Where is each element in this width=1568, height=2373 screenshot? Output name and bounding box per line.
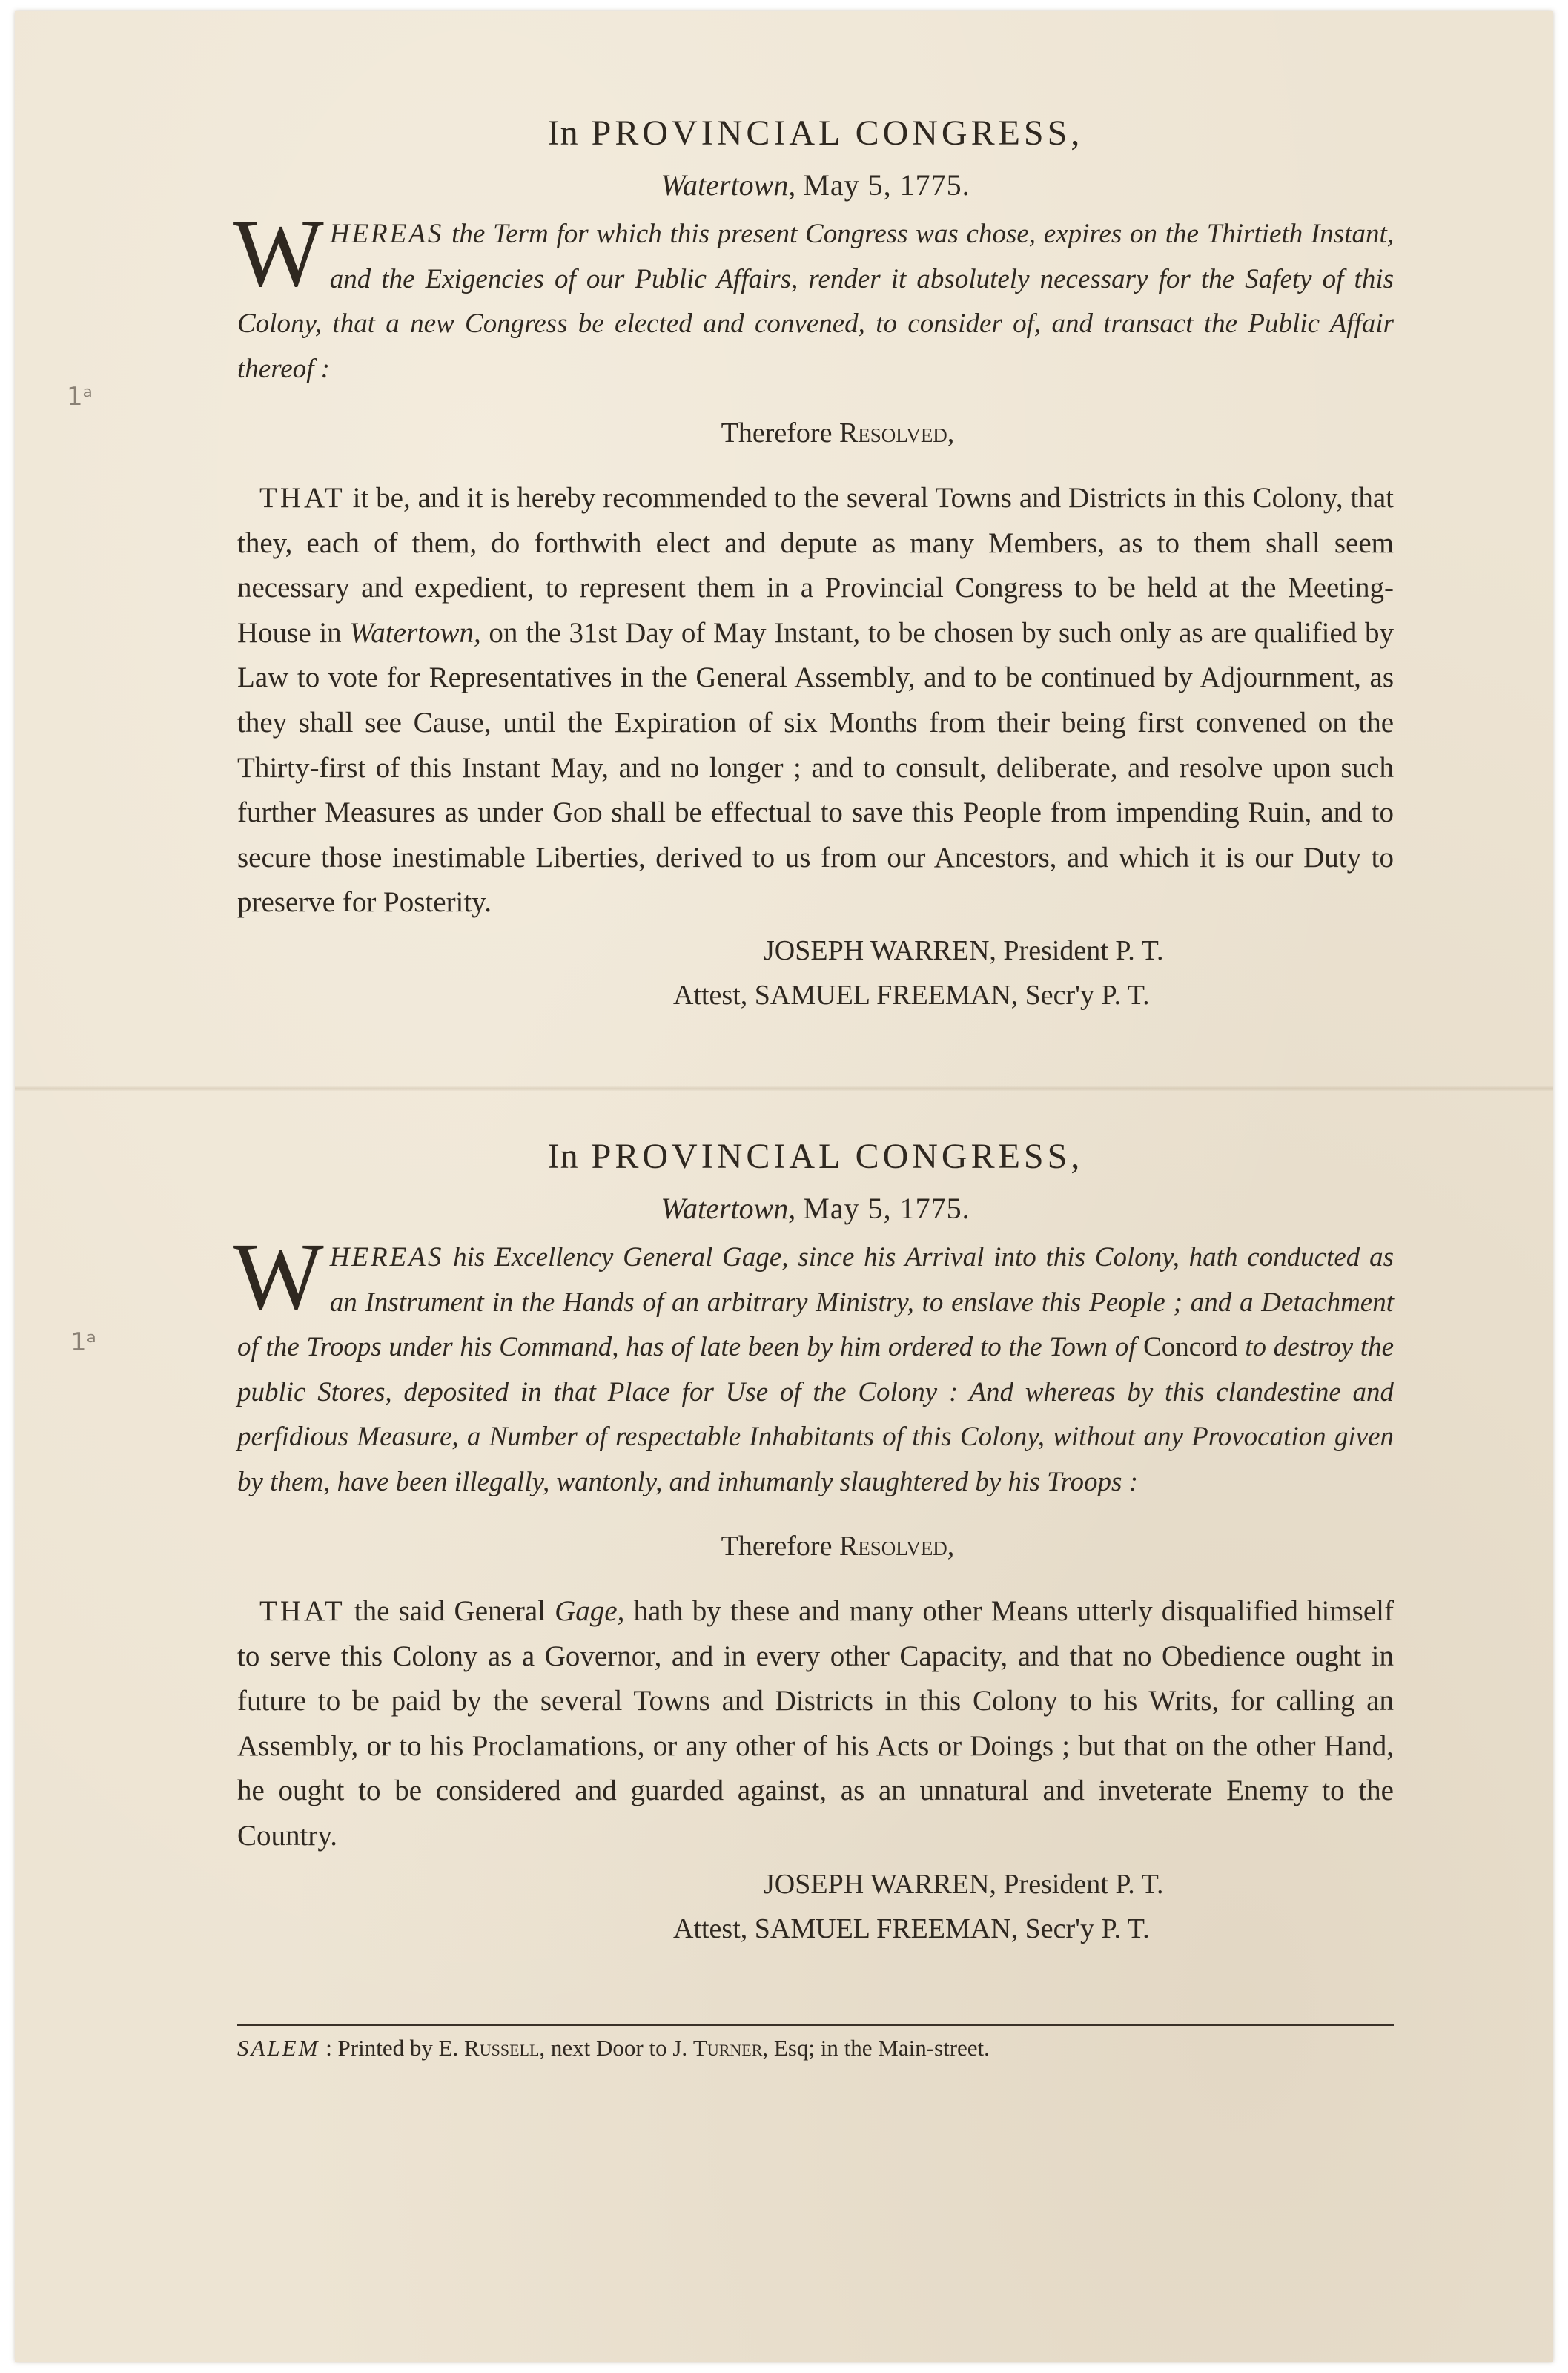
resolution-two-heading <box>237 1135 1394 1179</box>
body-text-3: shall be effectual to save this People from impending Ruin, and to secure those inestimable Liberties, derived to us from our Ancestors, and which it is our Duty to preserve for Posterity. <box>237 796 1395 919</box>
imprint-neighbor: Turner, <box>692 2035 769 2061</box>
whereas-word: HEREAS <box>329 219 444 249</box>
signature-president: JOSEPH WARREN, President P. T. <box>764 1868 1164 1900</box>
resolution-one <box>233 111 1395 1017</box>
resolved-word: Resolved, <box>838 417 955 449</box>
broadside-sheet <box>15 11 1553 2362</box>
whereas-concord: Concord <box>1143 1332 1238 1362</box>
heading-in: In <box>547 1137 579 1176</box>
imprint-text-1: : Printed by E. <box>325 2035 459 2061</box>
resolved-word: Resolved, <box>838 1531 955 1562</box>
resolution-two-whereas <box>233 1224 1395 1505</box>
heading-provincial-congress: PROVINCIAL CONGRESS, <box>591 1137 1084 1176</box>
fold-crease <box>15 1086 1553 1091</box>
resolution-one-dateline <box>237 163 1394 208</box>
whereas-text: the Term for which this present Congress was chose, expires on the Thirtieth Instant, and the Exigencies of our Public Affairs, render it absolutely necessary for the Safety of this Colony, that a new Congress be elected and convened, to consider of, and transact the Public Affair thereof : <box>237 219 1394 384</box>
body-god: God <box>552 796 603 829</box>
margin-pencil-note-2: 1ᵃ <box>70 1327 96 1357</box>
imprint-text-3: Esq; in the Main-street. <box>773 2035 990 2061</box>
signature-attest: Attest, SAMUEL FREEMAN, Secr'y P. T. <box>673 979 1150 1011</box>
body-text-1: the said General <box>354 1595 546 1627</box>
body-place: Watertown, <box>349 616 481 649</box>
body-text-2: hath by these and many other Means utterly disqualified himself to serve this Colony as a Governor, and in every other Capacity, and that no Obedience ought in future to be paid by the several Towns and Districts in this Colony to his Writs, for calling an Assembly, or to his Proclamations, or any other of his Acts or Doings ; but that on the other Hand, he ought to be considered and guarded against, as an unnatural and inveterate Enemy to the Country. <box>237 1595 1394 1852</box>
signature-attest: Attest, SAMUEL FREEMAN, Secr'y P. T. <box>673 1912 1150 1944</box>
resolution-two-resolved <box>282 1524 1394 1568</box>
resolution-one-body <box>237 476 1394 925</box>
resolution-one-resolved <box>282 411 1394 455</box>
dateline-date: May 5, 1775. <box>803 1192 970 1225</box>
dateline-place: Watertown, <box>661 1192 796 1225</box>
resolution-two-body <box>237 1589 1394 1859</box>
dateline-place: Watertown, <box>661 168 796 202</box>
printer-imprint <box>237 2026 1394 2070</box>
whereas-text-1: his Excellency General Gage, since his Arrival into this Colony, hath conducted as an Instrument in the Hands of an arbitrary Ministry, to enslave this People ; and a Detachment of the Troops under his Command, has of late been by him ordered to the Town of <box>237 1242 1395 1362</box>
whereas-text-2: to destroy the public Stores, deposited in that Place for Use of the Colony : And whereas by this clandestine and perfidious Measure, a Number of respectable Inhabitants of this Colony, without any Provocation given by them, have been illegally, wantonly, and inhumanly slaughtered by his Troops : <box>237 1332 1395 1497</box>
heading-in: In <box>547 113 579 153</box>
resolution-two <box>233 1135 1395 1951</box>
body-gage: Gage, <box>555 1595 625 1627</box>
that-word: THAT <box>259 1595 345 1627</box>
drop-cap: W <box>233 1224 324 1330</box>
margin-pencil-note-1: 1ᵃ <box>67 382 93 412</box>
dateline-date: May 5, 1775. <box>803 168 970 202</box>
that-word: THAT <box>259 482 345 514</box>
drop-cap: W <box>233 200 324 307</box>
resolved-prefix: Therefore <box>721 1531 833 1562</box>
resolved-prefix: Therefore <box>721 417 833 449</box>
heading-provincial-congress: PROVINCIAL CONGRESS, <box>591 113 1084 153</box>
body-text-2: on the 31st Day of May Instant, to be chosen by such only as are qualified by Law to vote for Representatives in the General Assembly, and to be continued by Adjournment, as they shall see Cause, until the Expiration of six Months from their being first convened on the Thirty-first of this Instant May, and no longer ; and to consult, deliberate, and resolve upon such further Measures as under <box>237 616 1395 829</box>
imprint-printer: Russell, <box>464 2035 546 2061</box>
imprint-text-2: next Door to J. <box>550 2035 688 2061</box>
signature-president: JOSEPH WARREN, President P. T. <box>764 934 1164 966</box>
whereas-word: HEREAS <box>329 1242 444 1273</box>
resolution-one-whereas <box>233 200 1394 392</box>
body-text-1: it be, and it is hereby recommended to the several Towns and Districts in this Colony, that they, each of them, do forthwith elect and depute as many Members, as to them shall seem necessary and expedient, to represent them in a Provincial Congress to be held at the Meeting-House in <box>237 482 1395 649</box>
imprint-city: SALEM <box>237 2035 320 2061</box>
resolution-one-heading <box>237 111 1394 156</box>
resolution-two-dateline <box>237 1186 1394 1231</box>
